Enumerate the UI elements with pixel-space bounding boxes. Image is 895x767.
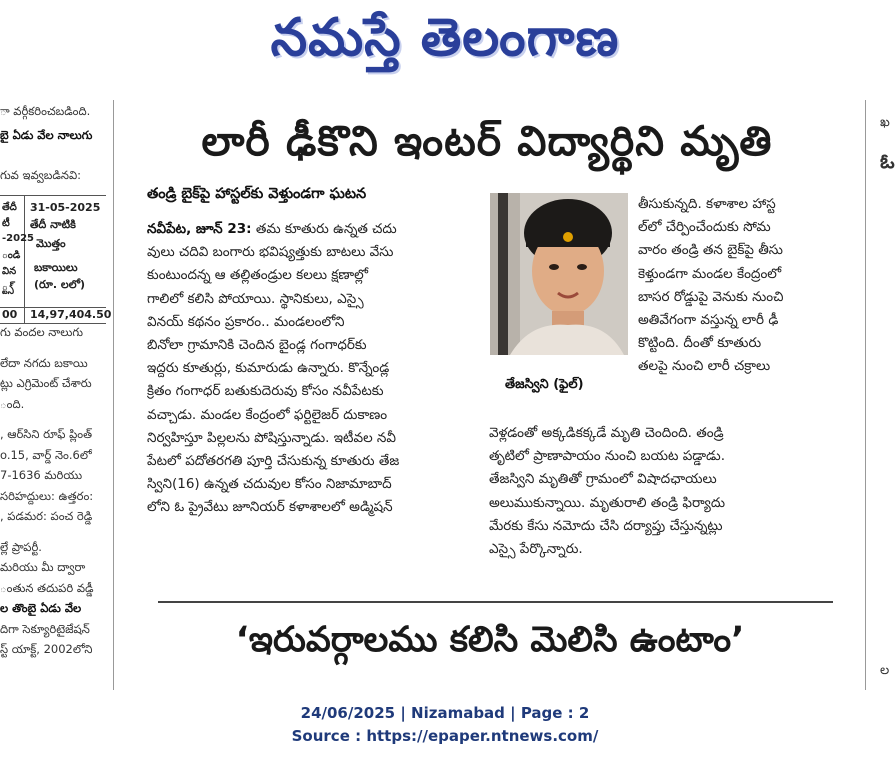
article-subheadline: తండ్రి బైక్‌పై హాస్టల్‌కు వెళ్తుండగా ఘటన xyxy=(147,186,367,202)
article-first-line xyxy=(147,218,483,241)
left-line: ల్లే ప్రాపర్టీ. xyxy=(0,539,42,554)
article-line: వారం తండ్రి తన బైక్‌పై తీసు xyxy=(638,242,783,259)
left-line: గువ ఇవ్వబడినవి: xyxy=(0,168,82,182)
left-line xyxy=(0,343,106,353)
left-line: 7-1636 మరియు xyxy=(0,468,83,482)
article-line: కొట్టింది. దీంతో కూతురు xyxy=(638,335,762,352)
article-line: ఇద్దరు కూతుర్లు, కుమారుడు ఉన్నారు. కొన్నేండ్ల xyxy=(147,360,390,377)
photo-caption: తేజస్విని (ఫైల్) xyxy=(505,377,584,392)
article-line: అతివేగంగా వస్తున్న లారీ ఢీ xyxy=(638,312,779,329)
article-column-3 xyxy=(489,422,834,561)
article-line: తీసుకున్నది. కళాశాల హాస్ట xyxy=(638,196,776,212)
article-line: బాసర రోడ్డుపై వెనుకు నుంచి xyxy=(638,288,784,305)
table-row-value: 14,97,404.50 xyxy=(30,308,112,321)
left-line: స్ట్ యాక్ట్, 2002లోని xyxy=(0,642,93,656)
article-line: అలుముకున్నాయి. మృతురాలి తండ్రి ఫిర్యాదు xyxy=(489,494,726,511)
table-header-dues: బకాయిలు xyxy=(34,261,78,274)
article-headline: లారీ ఢీకొని ఇంటర్ విద్యార్థిని మృతి xyxy=(201,117,773,165)
article-line: ఎస్సై పేర్కొన్నారు. xyxy=(489,541,583,558)
left-line: సరిహద్దులు: ఉత్తరం: xyxy=(0,488,94,503)
article-line: తేజస్విని మృతితో గ్రామంలో విషాదఛాయలు xyxy=(489,471,717,488)
footer-source-link[interactable]: Source : https://epaper.ntnews.com/ xyxy=(291,727,599,745)
table-header-sub: తేదీ నాటికి xyxy=(30,218,76,231)
table-left-cell: ండి xyxy=(2,250,21,261)
right-line: ల xyxy=(880,663,890,678)
article-line: నిర్వహిస్తూ పిల్లలను పోషిస్తున్నాడు. ఇటీవల నవీ xyxy=(147,429,397,446)
article-line: వులు చదివి బంగారు భవిష్యత్తుకు బాటలు వేసు xyxy=(147,244,394,261)
newspaper-logo: నమస్తే తెలంగాణ xyxy=(270,8,620,68)
left-line: , పడమర: పంచ రెడ్డి xyxy=(0,509,93,523)
article-line: బినోలా గ్రామానికి చెందిన బైండ్ల గంగాధర్‌కు xyxy=(147,337,367,354)
table-header-total: మొత్తం xyxy=(36,237,66,250)
student-photo xyxy=(490,193,628,355)
table-header-date: 31-05-2025 xyxy=(30,201,101,214)
second-article-headline: ‘ఇరువర్గాలము కలిసి మెలిసి ఉంటాం’ xyxy=(235,620,745,660)
article-column-1 xyxy=(147,218,483,520)
article-line: కుంటుందన్న ఆ తల్లితండ్రుల కలలు క్షణాల్లో xyxy=(147,267,368,284)
article-line: వినయ్ కథనం ప్రకారం.. మండలంలోని xyxy=(147,313,345,330)
table-left-cell: తేదీ xyxy=(2,202,17,213)
article-line: స్విని(16) ఉన్నత చదువుల కోసం నిజామాబాద్ xyxy=(147,476,392,493)
article-dateline: నవీపేట, జూన్ 23: xyxy=(147,221,252,237)
article-column-2 xyxy=(638,193,834,379)
masthead xyxy=(0,2,890,74)
left-line: బై ఏడు వేల నాలుగు xyxy=(0,128,93,142)
right-column-text xyxy=(878,100,895,690)
column-divider-left xyxy=(113,100,114,690)
right-line: ఖ xyxy=(880,115,890,130)
article-line: వచ్చాడు. మండల కేంద్రంలో ఫర్టిలైజర్ దుకాణం xyxy=(147,406,388,423)
article-line: మేరకు కేసు నమోదు చేసి దర్యాప్తు చేస్తున్నట్లు xyxy=(489,517,723,534)
left-line: దిగా సెక్యూరిటైజేషన్ xyxy=(0,621,90,636)
column-divider-right xyxy=(865,100,866,690)
table-left-cell: -2025 xyxy=(2,233,34,244)
right-line: ఓ xyxy=(880,149,895,173)
left-line: ల తొంబై ఏడు వేల xyxy=(0,601,82,615)
left-line: ట్లు ఎగ్రిమెంట్ చేశారు xyxy=(0,376,92,390)
left-column-text-lower xyxy=(0,322,106,692)
footer-edition-info: 24/06/2025 | Nizamabad | Page : 2 xyxy=(300,704,590,722)
left-line xyxy=(0,146,106,158)
table-left-cell: ్ట్స్ xyxy=(2,282,14,293)
table-left-cell: విన xyxy=(2,266,17,277)
left-line: o.15, వార్డ్ నెం.6లో xyxy=(0,447,92,462)
table-row-left: 00 xyxy=(2,308,18,321)
article-first-line-text: తమ కూతురు ఉన్నత చదు xyxy=(251,221,397,237)
left-line: ంతున తదుపరి వడ్డీ xyxy=(0,580,94,595)
left-line: లేదా నగదు బకాయి xyxy=(0,355,88,370)
portrait-image xyxy=(490,193,628,355)
left-table xyxy=(0,195,112,325)
left-line: , ఆర్‌సిని రూఫ్ ప్లింత్ xyxy=(0,427,93,441)
left-line: ా వర్గీకరించబడింది. xyxy=(0,104,91,118)
table-header-unit: (రూ. లలో) xyxy=(34,278,86,291)
left-line: ంది. xyxy=(0,396,25,411)
article-line: క్రితం గంగాధర్ బతుకుదెరువు కోసం నవీపేటకు xyxy=(147,383,384,400)
table-left-cell: టీ xyxy=(2,218,10,229)
article-line: తలపై నుంచి లారీ చక్రాలు xyxy=(638,358,771,375)
article-line: తృటిలో ప్రాణాపాయం నుంచి బయట పడ్డాడు. xyxy=(489,448,726,465)
left-line: మరియు మీ ద్వారా xyxy=(0,560,86,574)
article-divider xyxy=(158,601,833,603)
left-line: గు వందల నాలుగు xyxy=(0,325,84,339)
article-line: వెళ్లడంతో అక్కడికక్కడే మృతి చెందింది. తండ్రి xyxy=(489,425,724,441)
article-line: లోని ఓ ప్రైవేటు జూనియర్ కళాశాలలో అడ్మిషన్ xyxy=(147,499,393,516)
article-line: గాలిలో కలిసి పోయాయి. స్థానికులు, ఎస్సై xyxy=(147,290,364,307)
left-line xyxy=(0,414,106,424)
article-line: కెళ్తుండగా మండల కేంద్రంలో xyxy=(638,265,782,282)
left-line xyxy=(0,527,106,537)
article-line: పేటలో పదోతరగతి పూర్తి చేసుకున్న కూతురు తేజ xyxy=(147,453,400,470)
article-line: ల్‌లో చేర్పించేందుకు సోమ xyxy=(638,219,771,236)
